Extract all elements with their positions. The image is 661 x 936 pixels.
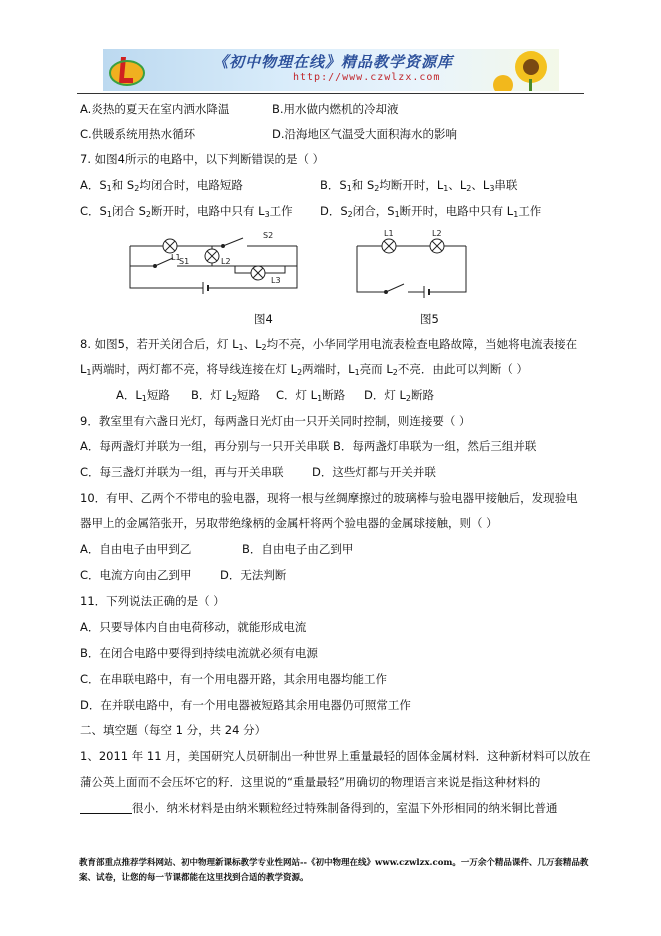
- fig4-label-l2: L2: [221, 257, 231, 266]
- question-10-line-1: 10．有甲、乙两个不带电的验电器，现将一根与丝绸摩擦过的玻璃棒与验电器甲接触后，发现验电: [80, 491, 578, 505]
- q9-option-c: C．每三盏灯并联为一组，再与开关串联: [80, 465, 284, 479]
- q9-option-d: D．这些灯都与开关并联: [312, 465, 436, 479]
- question-9-options-cd: [80, 465, 436, 479]
- option-d: D.沿海地区气温受大面积海水的影响: [272, 127, 458, 141]
- q7-option-b: B．$S_1$和 $S_2$均断开时，$L_1$、$L_2$、$L_3$串联: [320, 178, 518, 193]
- site-logo-icon: [107, 51, 147, 89]
- figure-4-caption: 图4: [254, 312, 273, 326]
- fig4-label-s2: S2: [263, 231, 274, 240]
- q8-option-c: C．灯 $L_1$断路: [276, 388, 346, 403]
- figure-5-circuit: [352, 228, 472, 300]
- fill-question-1-line-2: 蒲公英上面而不会压坏它的籽．这里说的“重量最轻”用确切的物理语言来说是指这种材料的: [80, 775, 541, 789]
- q7-option-c: C．$S_1$闭合 $S_2$断开时，电路中只有 $L_3$工作: [80, 204, 293, 219]
- option-c: C.供暖系统用热水循环: [80, 127, 196, 141]
- q7-option-d: D．$S_2$闭合，$S_1$断开时，电路中只有 $L_1$工作: [320, 204, 542, 219]
- answer-blank[interactable]: [80, 802, 132, 814]
- fig5-label-l2: L2: [432, 229, 442, 238]
- q8-option-d: D．灯 $L_2$断路: [364, 388, 435, 403]
- q11-option-c: C．在串联电路中，有一个用电器开路，其余用电器均能工作: [80, 672, 388, 686]
- question-11: 11．下列说法正确的是（ ）: [80, 594, 225, 608]
- section-2-heading: 二、填空题（每空 1 分，共 24 分）: [80, 723, 267, 737]
- q11-option-b: B．在闭合电路中要得到持续电流就必须有电源: [80, 646, 318, 660]
- question-7-options-ab: [80, 178, 518, 193]
- header-banner: [103, 49, 559, 91]
- page-footer: 教育部重点推荐学科网站、初中物理新课标教学专业性网站--《初中物理在线》www.czwlzx.com。一万余个精品课件、几万套精品教案、试卷，让您的每一节课都能在这里找到合适的教学资源。: [79, 858, 589, 883]
- figure-4-circuit: [125, 226, 305, 298]
- question-10-line-2: 器甲上的金属箔张开，另取带绝缘柄的金属杆将两个验电器的金属球接触，则（ ）: [80, 516, 498, 530]
- question-10-options-ab: [80, 542, 354, 556]
- q7-option-a: A．$S_1$和 $S_2$均闭合时，电路短路: [80, 178, 243, 193]
- q10-option-d: D．无法判断: [220, 568, 287, 582]
- question-8-line-1: 8. 如图5，若开关闭合后，灯 $L_1$、$L_2$均不亮，小华同学用电流表检查电路故障，当她将电流表接在: [80, 337, 578, 352]
- fig4-label-s1: S1: [179, 257, 190, 266]
- site-title: 《初中物理在线》精品教学资源库: [213, 53, 454, 71]
- question-10-options-cd: [80, 568, 287, 582]
- question-8-line-2: $L_1$两端时，两灯都不亮，将导线连接在灯 $L_2$两端时，$L_1$亮而 $L_2$不亮．由此可以判断（ ）: [80, 362, 528, 377]
- fig5-label-l1: L1: [384, 229, 394, 238]
- q10-option-b: B．自由电子由乙到甲: [242, 542, 354, 556]
- option-b: B.用水做内燃机的冷却液: [272, 102, 399, 116]
- question-7-options-cd: [80, 204, 542, 219]
- question-8-options: [116, 388, 435, 403]
- fill-question-1-line-1: 1、2011 年 11 月，美国研究人员研制出一种世界上重量最轻的固体金属材料．这种新材料可以放在: [80, 749, 591, 763]
- q10-option-a: A．自由电子由甲到乙: [80, 542, 192, 556]
- site-url[interactable]: http://www.czwlzx.com: [293, 72, 441, 83]
- option-line: [80, 102, 399, 116]
- sunflower-icon: [489, 49, 559, 91]
- fig4-label-l1: L1: [171, 253, 181, 262]
- q11-option-d: D．在并联电路中，有一个用电器被短路其余用电器仍可照常工作: [80, 698, 411, 712]
- q11-option-a: A．只要导体内自由电荷移动，就能形成电流: [80, 620, 307, 634]
- fill-question-1-line-3: 很小．纳米材料是由纳米颗粒经过特殊制备得到的，室温下外形相同的纳米铜比普通: [80, 801, 558, 815]
- question-9-options-ab: A．每两盏灯并联为一组，再分别与一只开关串联 B．每两盏灯串联为一组，然后三组并联: [80, 439, 537, 453]
- figure-5-caption: 图5: [420, 312, 439, 326]
- question-7: 7. 如图4所示的电路中，以下判断错误的是（ ）: [80, 152, 325, 166]
- q8-option-a: A．$L_1$短路: [116, 388, 170, 403]
- option-a: A.炎热的夏天在室内洒水降温: [80, 102, 230, 116]
- option-line: [80, 127, 458, 141]
- question-9: 9．教室里有六盏日光灯，每两盏日光灯由一只开关同时控制，则连接要（ ）: [80, 414, 471, 428]
- q8-option-b: B．灯 $L_2$短路: [191, 388, 261, 403]
- fig4-label-l3: L3: [271, 276, 281, 285]
- header-divider: [77, 93, 584, 94]
- q10-option-c: C．电流方向由乙到甲: [80, 568, 192, 582]
